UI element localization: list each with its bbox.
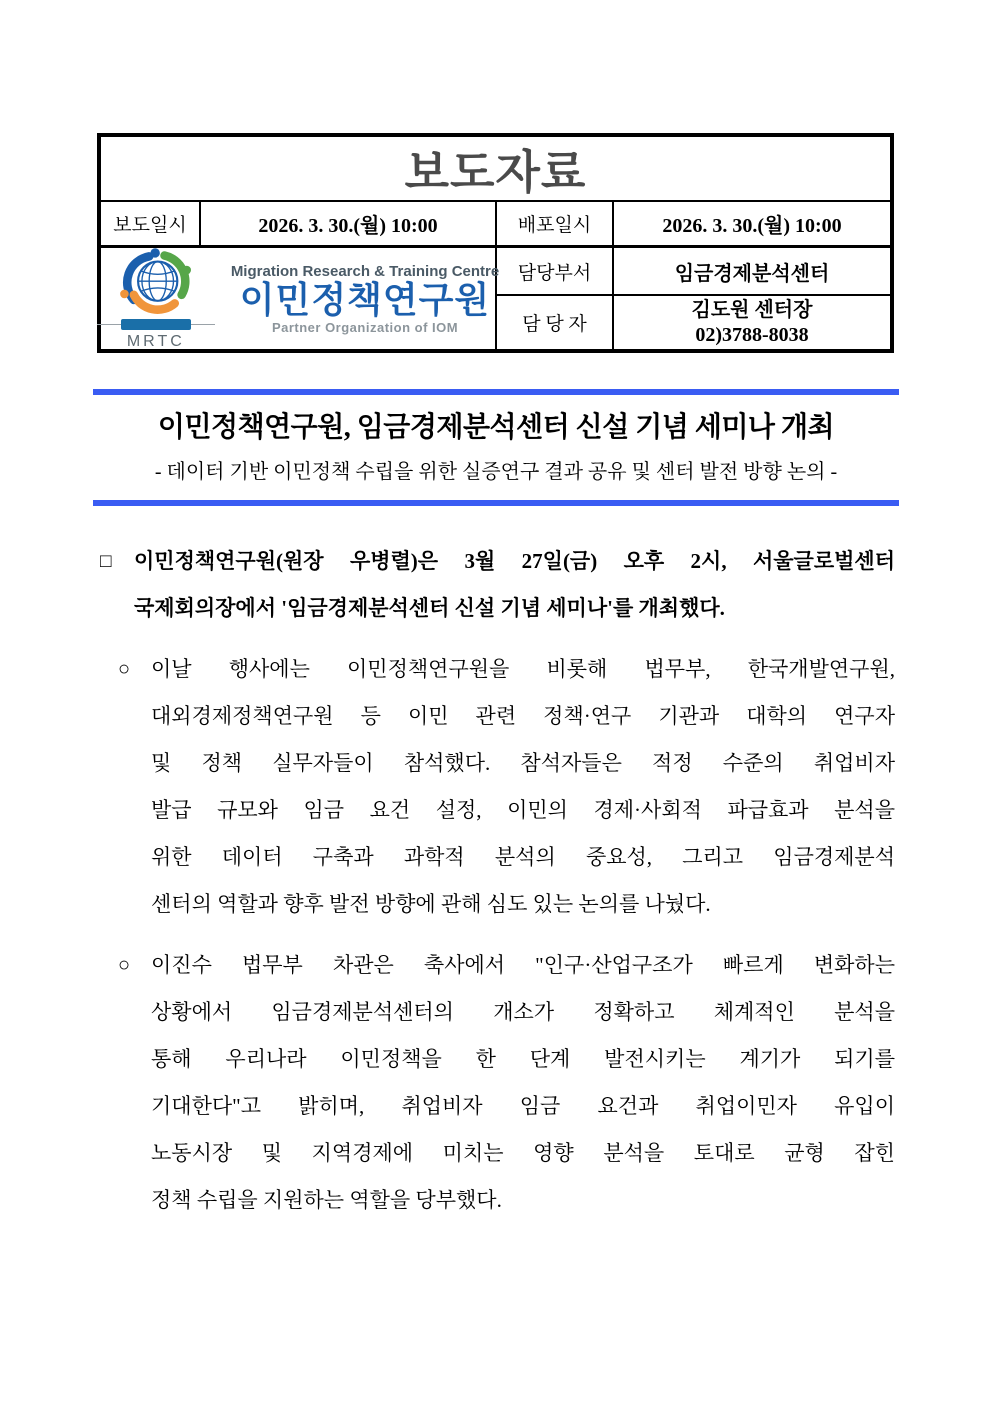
text-line: 통해 우리나라 이민정책을 한 단계 발전시키는 계기가 되기를 <box>151 1047 895 1071</box>
department-label: 담당부서 <box>497 248 614 296</box>
headline-title: 이민정책연구원, 임금경제분석센터 신설 기념 세미나 개최 <box>157 412 835 443</box>
press-release-table <box>97 133 894 353</box>
paragraph-lines <box>151 646 895 928</box>
square-bullet-icon: □ <box>100 551 112 572</box>
body-text <box>97 538 895 1224</box>
organization-name-en: Migration Research & Training Centre <box>230 262 500 280</box>
contact-value <box>614 296 890 349</box>
organization-logo <box>101 248 500 350</box>
headline-rule-top <box>93 389 899 395</box>
paragraph-lines <box>134 538 895 632</box>
text-line: 및 정책 실무자들이 참석했다. 참석자들은 적정 수준의 취업비자 <box>151 751 895 775</box>
text-line: 기대한다"고 밝히며, 취업비자 임금 요건과 취업이민자 유입이 <box>151 1094 895 1118</box>
contact-phone: 02)3788-8038 <box>695 323 809 346</box>
release-datetime-label: 보도일시 <box>101 202 201 248</box>
paragraph-vice-minister <box>100 942 895 1224</box>
press-release-title: 보도자료 <box>101 137 890 202</box>
text-line: 발급 규모와 임금 요건 설정, 이민의 경제·사회적 파급효과 분석을 <box>151 798 895 822</box>
mrtc-acronym: MRTC <box>126 332 185 350</box>
paragraph-attendees <box>100 646 895 928</box>
headline-rule-bottom <box>93 500 899 506</box>
text-line: 이진수 법무부 차관은 축사에서 "인구·산업구조가 빠르게 변화하는 <box>151 953 895 977</box>
paragraph-lead <box>100 538 895 632</box>
text-line: 대외경제정책연구원 등 이민 관련 정책·연구 기관과 대학의 연구자 <box>151 704 895 728</box>
circle-bullet-icon: ○ <box>118 954 131 976</box>
distribute-datetime-label: 배포일시 <box>497 202 614 248</box>
contact-label: 담 당 자 <box>497 296 614 349</box>
text-line: 정책 수립을 지원하는 역할을 당부했다. <box>151 1188 502 1212</box>
mrtc-underline <box>97 319 215 330</box>
headline-subtitle: - 데이터 기반 이민정책 수립을 위한 실증연구 결과 공유 및 센터 발전 방향 논의 - <box>154 461 838 483</box>
globe-people-icon <box>113 247 199 317</box>
circle-bullet-icon: ○ <box>118 658 131 680</box>
organization-partner-text: Partner Organization of IOM <box>271 319 459 335</box>
text-line: 위한 데이터 구축과 과학적 분석의 중요성, 그리고 임금경제분석 <box>151 845 895 869</box>
text-line: 이민정책연구원(원장 우병렬)은 3월 27일(금) 오후 2시, 서울글로벌센터 <box>134 549 895 573</box>
text-line: 노동시장 및 지역경제에 미치는 영향 분석을 토대로 균형 잡힌 <box>151 1141 895 1165</box>
contact-name: 김도원 센터장 <box>691 298 813 321</box>
text-line: 상황에서 임금경제분석센터의 개소가 정확하고 체계적인 분석을 <box>151 1000 895 1024</box>
organization-name-ko: 이민정책연구원 <box>239 278 491 320</box>
distribute-datetime-value: 2026. 3. 30.(월) 10:00 <box>614 202 890 248</box>
organization-name-block <box>231 263 499 335</box>
text-line: 이날 행사에는 이민정책연구원을 비롯해 법무부, 한국개발연구원, <box>151 657 895 681</box>
mrtc-blue-bar <box>121 319 191 330</box>
release-datetime-value: 2026. 3. 30.(월) 10:00 <box>201 202 497 248</box>
paragraph-lines <box>151 942 895 1224</box>
department-value: 임금경제분석센터 <box>614 248 890 296</box>
text-line: 센터의 역할과 향후 발전 방향에 관해 심도 있는 논의를 나눴다. <box>151 892 711 916</box>
mrtc-logo-block <box>97 247 215 351</box>
text-line: 국제회의장에서 '임금경제분석센터 신설 기념 세미나'를 개최했다. <box>134 596 725 620</box>
